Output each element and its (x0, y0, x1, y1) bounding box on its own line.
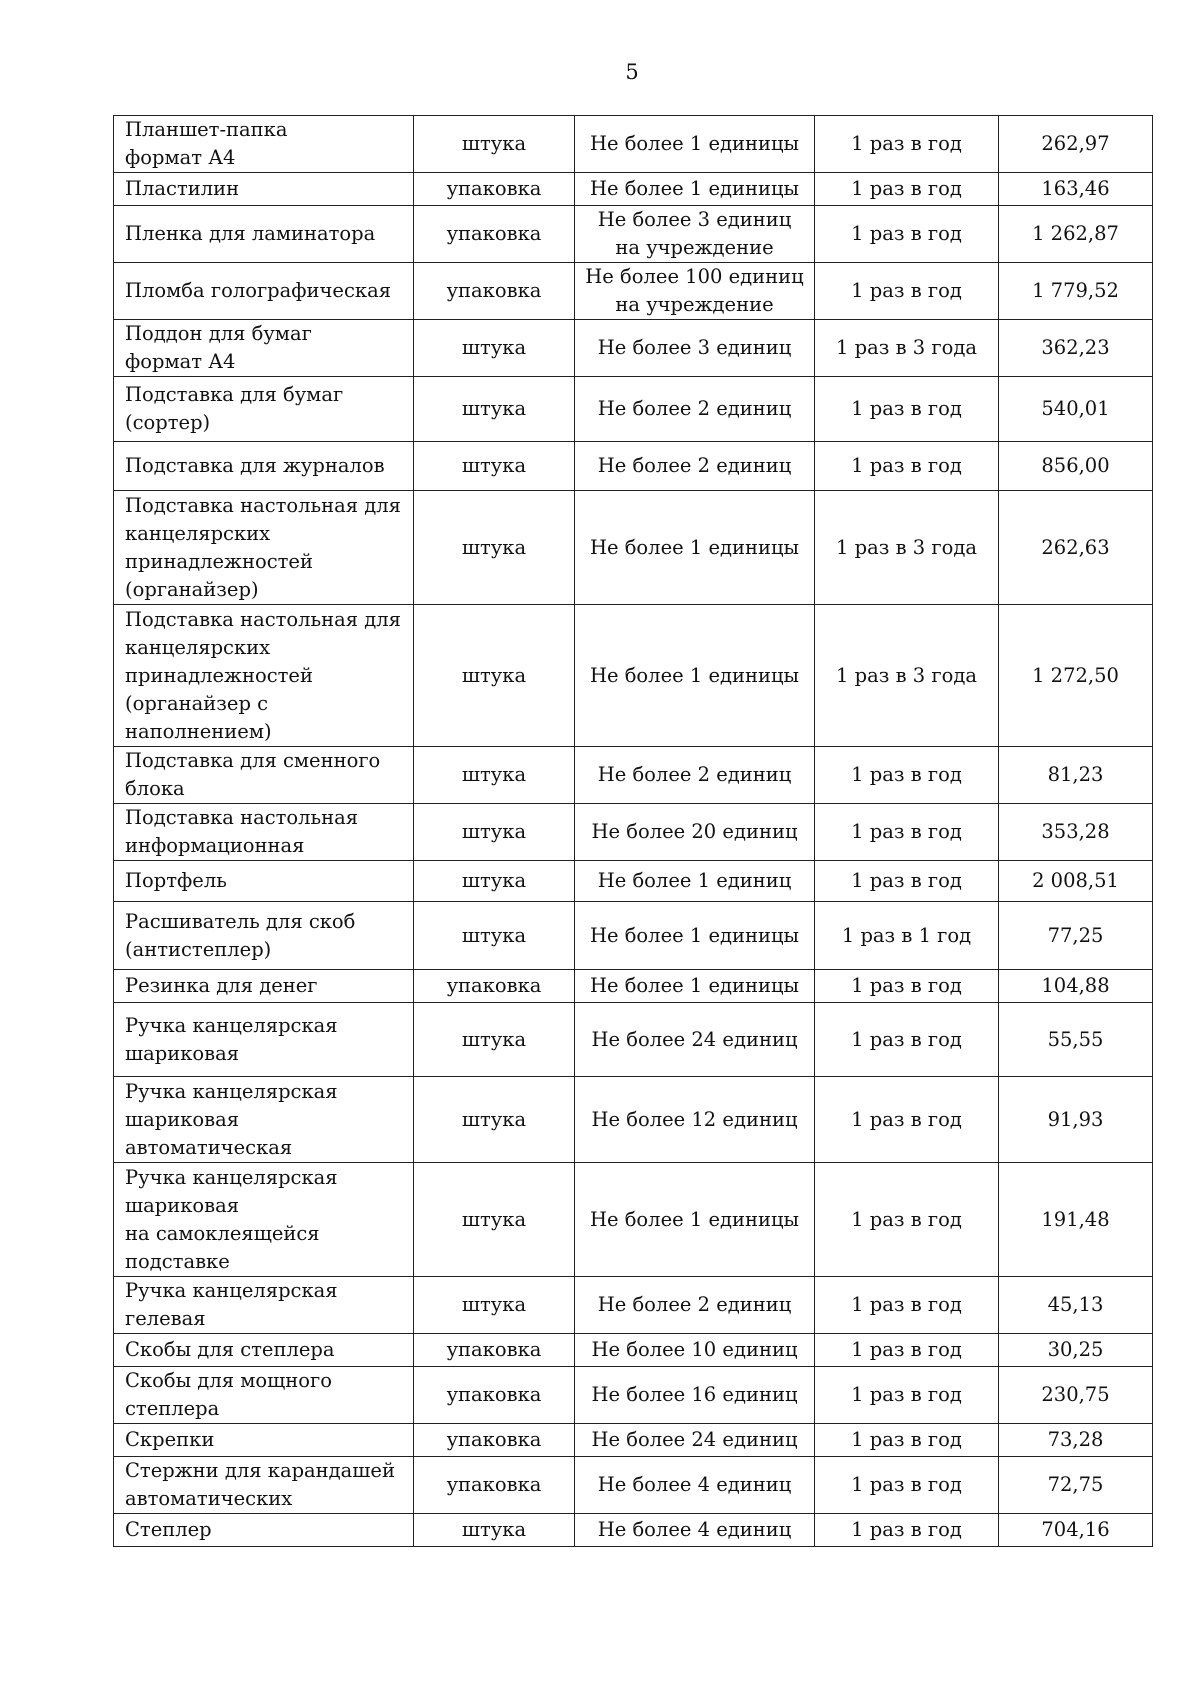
table-row (114, 1457, 1153, 1514)
item-name-cell: Расшиватель для скоб (антистеплер) (114, 902, 414, 970)
price-cell: 104,88 (999, 970, 1153, 1003)
frequency-cell: 1 раз в 3 года (815, 491, 999, 605)
frequency-cell: 1 раз в год (815, 1334, 999, 1367)
table-row (114, 173, 1153, 206)
price-cell: 73,28 (999, 1424, 1153, 1457)
quantity-cell: Не более 4 единиц (575, 1457, 815, 1514)
unit-cell: упаковка (414, 173, 575, 206)
price-cell: 1 262,87 (999, 206, 1153, 263)
price-cell: 55,55 (999, 1003, 1153, 1077)
quantity-cell: Не более 16 единиц (575, 1367, 815, 1424)
quantity-cell: Не более 1 единицы (575, 902, 815, 970)
item-name-cell: Скобы для мощного степлера (114, 1367, 414, 1424)
item-name-cell: Ручка канцелярская шариковая автоматическая (114, 1077, 414, 1163)
table-row (114, 491, 1153, 605)
table-row (114, 377, 1153, 442)
table-row (114, 1514, 1153, 1547)
page-number: 5 (625, 60, 639, 84)
frequency-cell: 1 раз в 1 год (815, 902, 999, 970)
unit-cell: упаковка (414, 206, 575, 263)
table-row (114, 1277, 1153, 1334)
unit-cell: упаковка (414, 1424, 575, 1457)
price-cell: 191,48 (999, 1163, 1153, 1277)
item-name-cell: Стержни для карандашей автоматических (114, 1457, 414, 1514)
frequency-cell: 1 раз в год (815, 263, 999, 320)
price-cell: 163,46 (999, 173, 1153, 206)
frequency-cell: 1 раз в год (815, 442, 999, 491)
unit-cell: штука (414, 1277, 575, 1334)
frequency-cell: 1 раз в год (815, 804, 999, 861)
quantity-cell: Не более 2 единиц (575, 747, 815, 804)
unit-cell: штука (414, 1003, 575, 1077)
price-cell: 1 272,50 (999, 605, 1153, 747)
frequency-cell: 1 раз в год (815, 116, 999, 173)
unit-cell: штука (414, 320, 575, 377)
quantity-cell: Не более 1 единицы (575, 116, 815, 173)
unit-cell: штука (414, 861, 575, 902)
table-row (114, 442, 1153, 491)
quantity-cell: Не более 100 единиц на учреждение (575, 263, 815, 320)
price-cell: 540,01 (999, 377, 1153, 442)
item-name-cell: Скрепки (114, 1424, 414, 1457)
quantity-cell: Не более 24 единиц (575, 1003, 815, 1077)
quantity-cell: Не более 1 единицы (575, 605, 815, 747)
unit-cell: упаковка (414, 263, 575, 320)
frequency-cell: 1 раз в 3 года (815, 605, 999, 747)
unit-cell: упаковка (414, 970, 575, 1003)
item-name-cell: Ручка канцелярская шариковая на самоклеящейся подставке (114, 1163, 414, 1277)
item-name-cell: Подставка настольная информационная (114, 804, 414, 861)
unit-cell: штука (414, 804, 575, 861)
frequency-cell: 1 раз в год (815, 1077, 999, 1163)
table-row (114, 1334, 1153, 1367)
table-row (114, 1077, 1153, 1163)
unit-cell: штука (414, 605, 575, 747)
quantity-cell: Не более 3 единиц на учреждение (575, 206, 815, 263)
table-row (114, 320, 1153, 377)
price-cell: 45,13 (999, 1277, 1153, 1334)
unit-cell: упаковка (414, 1457, 575, 1514)
item-name-cell: Пластилин (114, 173, 414, 206)
item-name-cell: Подставка для бумаг (сортер) (114, 377, 414, 442)
quantity-cell: Не более 1 единицы (575, 173, 815, 206)
frequency-cell: 1 раз в год (815, 1003, 999, 1077)
item-name-cell: Подставка настольная для канцелярских принадлежностей (органайзер) (114, 491, 414, 605)
table-row (114, 263, 1153, 320)
item-name-cell: Ручка канцелярская шариковая (114, 1003, 414, 1077)
frequency-cell: 1 раз в год (815, 206, 999, 263)
unit-cell: штука (414, 1077, 575, 1163)
quantity-cell: Не более 20 единиц (575, 804, 815, 861)
frequency-cell: 1 раз в год (815, 1457, 999, 1514)
price-cell: 2 008,51 (999, 861, 1153, 902)
frequency-cell: 1 раз в год (815, 1277, 999, 1334)
price-cell: 230,75 (999, 1367, 1153, 1424)
table-row (114, 1424, 1153, 1457)
item-name-cell: Поддон для бумаг формат А4 (114, 320, 414, 377)
table-row (114, 747, 1153, 804)
item-name-cell: Пленка для ламинатора (114, 206, 414, 263)
unit-cell: штука (414, 442, 575, 491)
table-row (114, 804, 1153, 861)
quantity-cell: Не более 2 единиц (575, 1277, 815, 1334)
item-name-cell: Планшет-папка формат А4 (114, 116, 414, 173)
quantity-cell: Не более 1 единицы (575, 970, 815, 1003)
table-row (114, 605, 1153, 747)
item-name-cell: Подставка для журналов (114, 442, 414, 491)
table-row (114, 206, 1153, 263)
table-row (114, 902, 1153, 970)
unit-cell: штука (414, 491, 575, 605)
price-cell: 30,25 (999, 1334, 1153, 1367)
price-cell: 72,75 (999, 1457, 1153, 1514)
unit-cell: штука (414, 1514, 575, 1547)
table-row (114, 1163, 1153, 1277)
unit-cell: упаковка (414, 1367, 575, 1424)
item-name-cell: Резинка для денег (114, 970, 414, 1003)
frequency-cell: 1 раз в год (815, 970, 999, 1003)
quantity-cell: Не более 1 единиц (575, 861, 815, 902)
table-row (114, 1003, 1153, 1077)
item-name-cell: Ручка канцелярская гелевая (114, 1277, 414, 1334)
item-name-cell: Степлер (114, 1514, 414, 1547)
item-name-cell: Подставка для сменного блока (114, 747, 414, 804)
unit-cell: штука (414, 377, 575, 442)
quantity-cell: Не более 1 единицы (575, 1163, 815, 1277)
unit-cell: штука (414, 902, 575, 970)
price-cell: 856,00 (999, 442, 1153, 491)
frequency-cell: 1 раз в год (815, 747, 999, 804)
price-cell: 81,23 (999, 747, 1153, 804)
item-name-cell: Портфель (114, 861, 414, 902)
frequency-cell: 1 раз в год (815, 1514, 999, 1547)
quantity-cell: Не более 2 единиц (575, 442, 815, 491)
frequency-cell: 1 раз в год (815, 1367, 999, 1424)
item-name-cell: Скобы для степлера (114, 1334, 414, 1367)
frequency-cell: 1 раз в год (815, 173, 999, 206)
table-row (114, 1367, 1153, 1424)
frequency-cell: 1 раз в год (815, 861, 999, 902)
price-cell: 262,63 (999, 491, 1153, 605)
item-name-cell: Пломба голографическая (114, 263, 414, 320)
quantity-cell: Не более 3 единиц (575, 320, 815, 377)
quantity-cell: Не более 12 единиц (575, 1077, 815, 1163)
unit-cell: штука (414, 747, 575, 804)
price-cell: 1 779,52 (999, 263, 1153, 320)
quantity-cell: Не более 1 единицы (575, 491, 815, 605)
unit-cell: упаковка (414, 1334, 575, 1367)
price-cell: 353,28 (999, 804, 1153, 861)
quantity-cell: Не более 10 единиц (575, 1334, 815, 1367)
unit-cell: штука (414, 116, 575, 173)
quantity-cell: Не более 2 единиц (575, 377, 815, 442)
item-name-cell: Подставка настольная для канцелярских принадлежностей (органайзер с наполнением) (114, 605, 414, 747)
frequency-cell: 1 раз в год (815, 1424, 999, 1457)
frequency-cell: 1 раз в год (815, 377, 999, 442)
table-row (114, 861, 1153, 902)
table-row (114, 970, 1153, 1003)
price-cell: 362,23 (999, 320, 1153, 377)
quantity-cell: Не более 24 единиц (575, 1424, 815, 1457)
price-cell: 91,93 (999, 1077, 1153, 1163)
frequency-cell: 1 раз в 3 года (815, 320, 999, 377)
price-cell: 704,16 (999, 1514, 1153, 1547)
quantity-cell: Не более 4 единиц (575, 1514, 815, 1547)
table-row (114, 116, 1153, 173)
unit-cell: штука (414, 1163, 575, 1277)
price-cell: 77,25 (999, 902, 1153, 970)
supplies-table (113, 115, 1153, 1547)
price-cell: 262,97 (999, 116, 1153, 173)
frequency-cell: 1 раз в год (815, 1163, 999, 1277)
table-body (114, 116, 1153, 1547)
